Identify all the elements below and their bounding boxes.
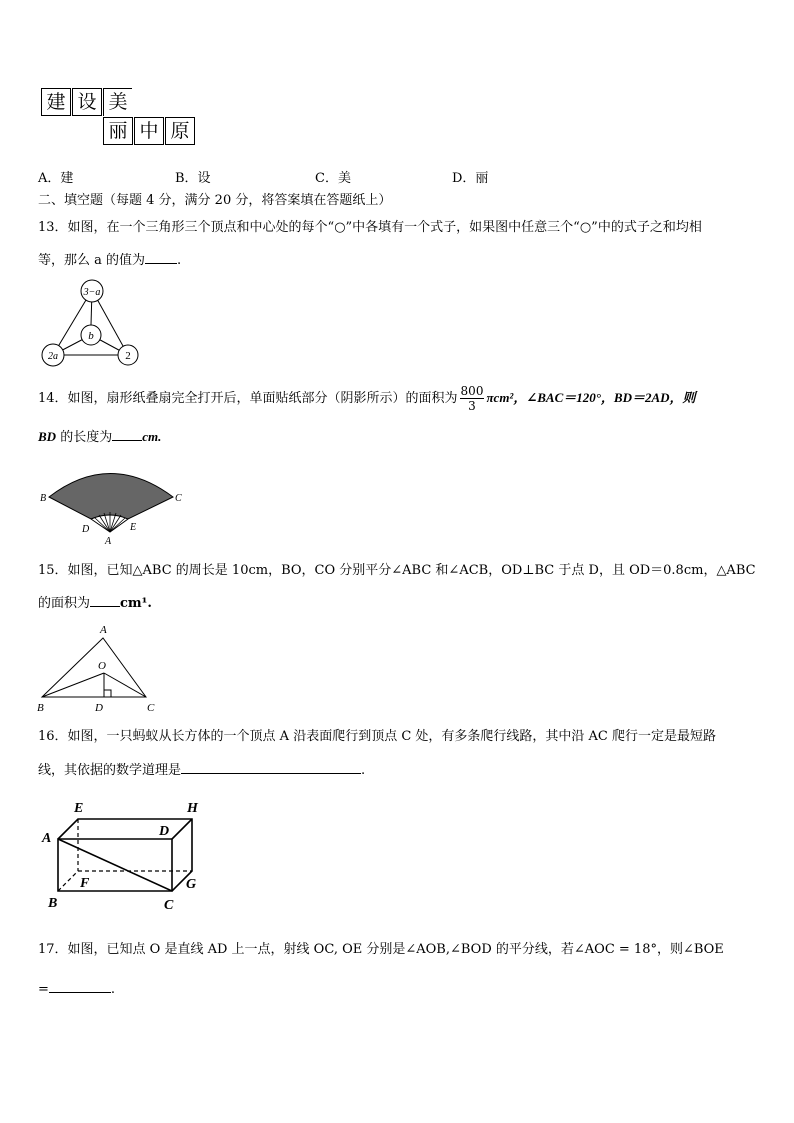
q16-line2: 线，其依据的数学道理是 .: [38, 763, 366, 778]
q14-bd: BD: [38, 429, 57, 444]
answer-blank: [112, 428, 142, 441]
section-heading: 二、填空题（每题 4 分，满分 20 分，将答案填在答题纸上）: [38, 193, 392, 208]
fraction-denominator: 3: [468, 399, 476, 413]
label-a: A: [100, 624, 107, 636]
label-b: B: [48, 896, 58, 911]
label-c: C: [175, 493, 182, 504]
q15-line2: [38, 594, 152, 612]
q16-line1: 16．如图，一只蚂蚁从长方体的一个顶点 A 沿表面爬行到顶点 C 处，有多条爬行线路，其中沿 AC 爬行一定是最短路: [38, 729, 717, 744]
label-o: O: [98, 660, 106, 672]
circle-right-label: 2: [125, 350, 131, 362]
fan-figure: [38, 456, 188, 546]
q14-line1: [38, 383, 696, 414]
label-d: D: [95, 702, 103, 714]
label-c: C: [164, 898, 174, 913]
net-cell: 原: [165, 117, 195, 145]
label-a: A: [42, 831, 52, 846]
option-c: C．美: [315, 171, 351, 186]
answer-blank: [181, 761, 361, 774]
q14-text-pre: 14．如图，扇形纸叠扇完全打开后，单面贴纸部分（阴影所示）的面积为: [38, 391, 458, 406]
q13-line1: 13．如图，在一个三角形三个顶点和中心处的每个“○”中各填有一个式子，如果图中任意三个“○”中的式子之和均相: [38, 220, 702, 235]
label-h: H: [187, 801, 198, 816]
q17-line2: = .: [38, 982, 116, 997]
q13-text: 等，那么 a 的值为: [38, 253, 146, 268]
net-cell: 建: [41, 88, 71, 116]
label-d: D: [82, 524, 90, 535]
circle-left-label: 2a: [48, 351, 58, 362]
triangle-circles-figure: [38, 278, 148, 370]
fraction: [460, 384, 485, 413]
answer-blank: [145, 251, 177, 264]
label-f: F: [80, 876, 90, 891]
option-a: A．建: [38, 171, 74, 186]
q15-text: 的面积为: [38, 596, 91, 611]
option-d: D．丽: [452, 171, 489, 186]
label-d: D: [159, 824, 170, 839]
q13-line2: 等，那么 a 的值为 .: [38, 253, 182, 268]
circle-top-label: 3−a: [83, 287, 101, 298]
q14-line2: [38, 428, 161, 446]
answer-blank: [90, 594, 120, 607]
cuboid-figure: [38, 796, 213, 916]
answer-blank: [49, 980, 111, 993]
label-b: B: [37, 702, 44, 714]
q17-text: =: [38, 982, 49, 997]
triangle-abc-figure: [34, 620, 164, 718]
label-g: G: [186, 877, 197, 892]
label-a: A: [105, 536, 112, 546]
q16-text: 线，其依据的数学道理是: [38, 763, 182, 778]
q17-line1: 17．如图，已知点 O 是直线 AD 上一点，射线 OC, OE 分别是∠AOB,∠BOD 的平分线，若∠AOC = 18°，则∠BOE: [38, 942, 724, 957]
option-b: B．设: [175, 171, 211, 186]
fraction-numerator: 800: [460, 384, 484, 398]
q14-unit: cm.: [142, 429, 162, 444]
net-cell: 设: [72, 88, 102, 116]
circle-center-label: b: [88, 330, 94, 342]
q15-line1: 15．如图，已知△ABC 的周长是 10cm，BO，CO 分别平分∠ABC 和∠ACB，OD⊥BC 于点 D，且 OD＝0.8cm，△ABC: [38, 563, 756, 578]
net-cell: 美: [103, 88, 132, 116]
net-cell: 中: [134, 117, 164, 145]
q14-text: 的长度为: [60, 430, 113, 445]
net-cell: 丽: [103, 117, 133, 145]
label-e: E: [74, 801, 84, 816]
label-e: E: [130, 522, 137, 533]
label-b: B: [40, 493, 47, 504]
q15-unit: cm¹.: [120, 596, 152, 611]
q14-text-post: πcm²，∠BAC＝120°，BD＝2AD，则: [486, 390, 696, 405]
label-c: C: [147, 702, 155, 714]
